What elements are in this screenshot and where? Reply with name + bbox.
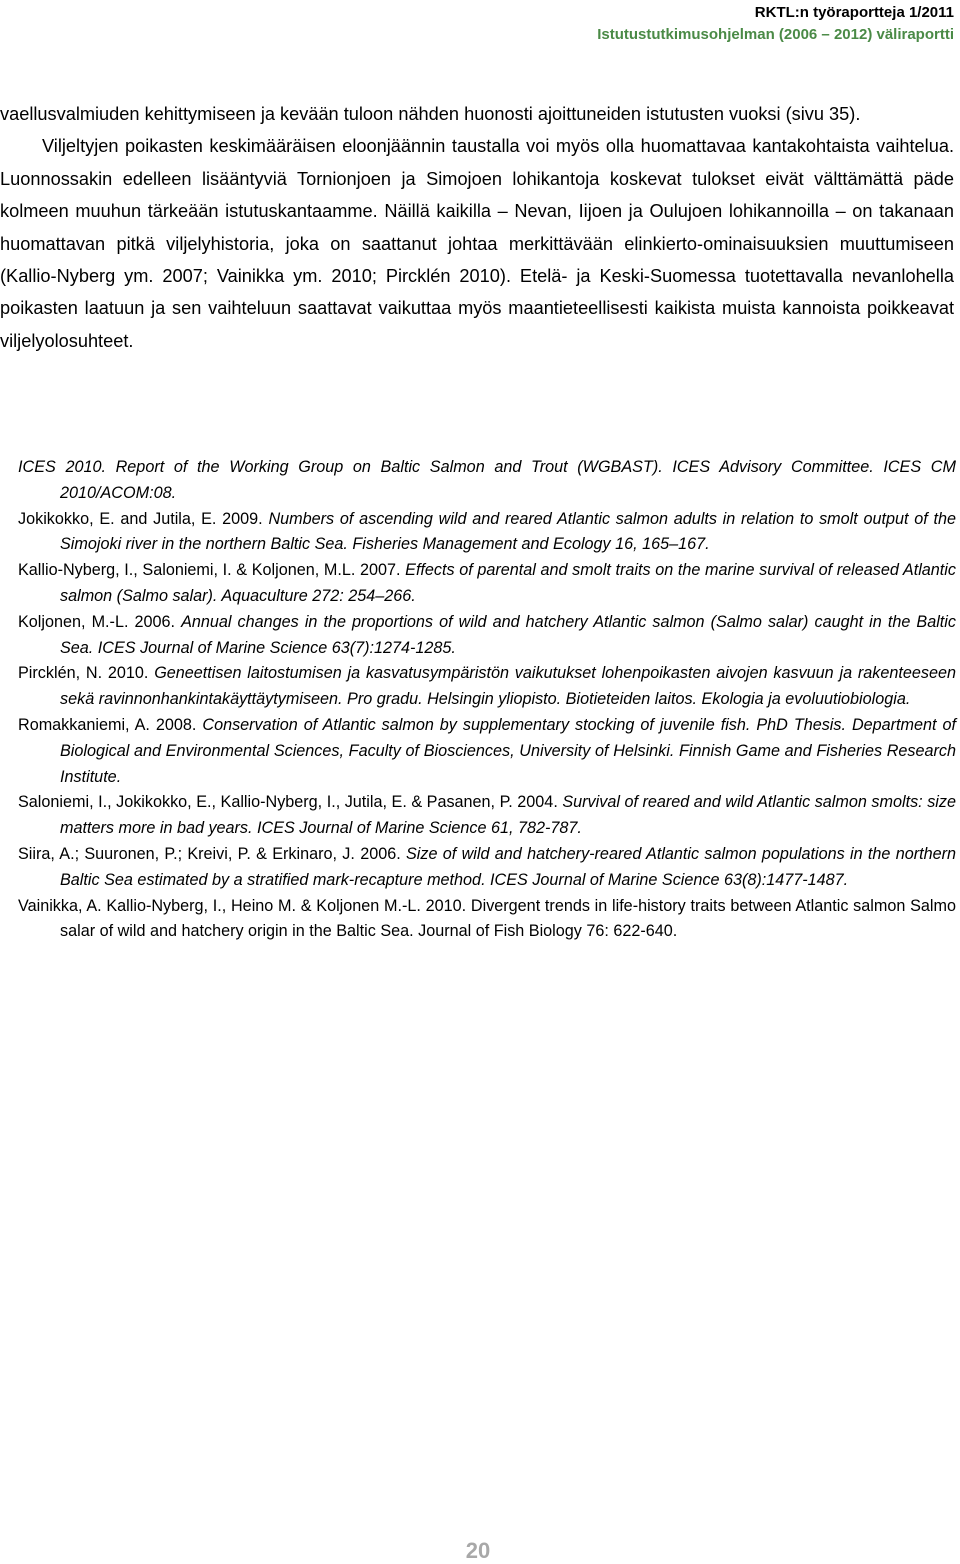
reference-authors: Kallio-Nyberg, I., Saloniemi, I. & Koljonen, M.L. 2007. [18, 561, 406, 580]
reference-title: Annual changes in the proportions of wild and hatchery Atlantic salmon (Salmo salar) caught in the Baltic Sea. ICES Journal of Marine Science 63(7):1274-1285. [60, 612, 956, 657]
reference-title: Divergent trends in life-history traits between Atlantic salmon Salmo salar of wild and hatchery origin in the Baltic Sea. Journal of Fish Biology 76: 622-640. [60, 896, 956, 941]
page-number: 20 [465, 1538, 491, 1563]
reference-title: Conservation of Atlantic salmon by supplementary stocking of juvenile fish. PhD Thesis. Department of Biological and Environmental Sciences, Faculty of Biosciences, University of Helsinki. Finnish Game and Fisheries Research Institute. [60, 715, 957, 786]
reference-title: Numbers of ascending wild and reared Atlantic salmon adults in relation to smolt output of the Simojoki river in the northern Baltic Sea. Fisheries Management and Ecology 16, 165–167. [60, 509, 956, 554]
reference-authors: Pircklén, N. 2010. [18, 664, 155, 683]
reference-item [18, 661, 956, 713]
reference-authors: Siira, A.; Suuronen, P.; Kreivi, P. & Erkinaro, J. 2006. [18, 844, 406, 863]
reference-item [18, 842, 956, 894]
report-series-title: RKTL:n työraportteja 1/2011 [754, 4, 954, 21]
reference-item [18, 610, 956, 662]
reference-list [18, 455, 956, 945]
reference-item [18, 558, 956, 610]
reference-title: Effects of parental and smolt traits on the marine survival of released Atlantic salmon (Salmo salar). Aquaculture 272: 254–266. [60, 561, 956, 605]
report-subtitle: Istutustutkimusohjelman (2006 – 2012) väliraportti [597, 26, 954, 43]
running-header [597, 2, 954, 46]
reference-item [18, 507, 956, 559]
reference-authors: Jokikokko, E. and Jutila, E. 2009. [18, 509, 269, 528]
reference-item [18, 455, 956, 507]
reference-item [18, 713, 956, 790]
reference-authors: Saloniemi, I., Jokikokko, E., Kallio-Nyberg, I., Jutila, E. & Pasanen, P. 2004. [18, 793, 563, 812]
reference-title: ICES 2010. Report of the Working Group on Baltic Salmon and Trout (WGBAST). ICES Advisory Committee. ICES CM 2010/ACOM:08. [18, 458, 956, 502]
body-text [0, 98, 954, 357]
body-paragraph-2: Viljeltyjen poikasten keskimääräisen eloonjäännin taustalla voi myös olla huomattavaa kantakohtaista vaihtelua. Luonnossakin edelleen lisääntyviä Tornionjoen ja Simojoen lohikantoja koskevat tulokset eivät välttämättä päde kolmeen muuhun tärkeään istutuskantaamme. Näillä kaikilla – Nevan, Iijoen ja Oulujoen lohikannoilla – on takanaan huomattavan pitkä viljelyhistoria, joka on saattanut johtaa merkittävään elinkierto-ominaisuuksien muuttumiseen (Kallio-Nyberg ym. 2007; Vainikka ym. 2010; Pircklén 2010). Etelä- ja Keski-Suomessa tuotettavalla nevanlohella poikasten laatuun ja sen vaihteluun saattavat vaikuttaa myös maantieteellisesti kaikista muista kannoista poikkeavat viljelyolosuhteet. [0, 136, 954, 351]
body-paragraph-1: vaellusvalmiuden kehittymiseen ja kevään tuloon nähden huonosti ajoittuneiden istutusten vuoksi (sivu 35). [0, 104, 861, 124]
reference-item [18, 894, 956, 946]
reference-title: Size of wild and hatchery-reared Atlantic salmon populations in the northern Baltic Sea estimated by a stratified mark-recapture method. ICES Journal of Marine Science 63(8):1477-1487. [60, 844, 956, 889]
reference-authors: Vainikka, A. Kallio-Nyberg, I., Heino M. & Koljonen M.-L. 2010. [18, 896, 471, 915]
reference-title: Survival of reared and wild Atlantic salmon smolts: size matters more in bad years. ICES Journal of Marine Science 61, 782-787. [60, 793, 956, 838]
reference-authors: Romakkaniemi, A. 2008. [18, 715, 203, 734]
reference-title: Geneettisen laitostumisen ja kasvatusympäristön vaikutukset lohenpoikasten aivojen kasvuun ja rakenteeseen sekä ravinnonhankintakäyttäytymiseen. Pro gradu. Helsingin yliopisto. Biotieteiden laitos. Ekologia ja evoluutiobiologia. [60, 664, 956, 709]
reference-authors: Koljonen, M.-L. 2006. [18, 612, 182, 631]
reference-item [18, 790, 956, 842]
